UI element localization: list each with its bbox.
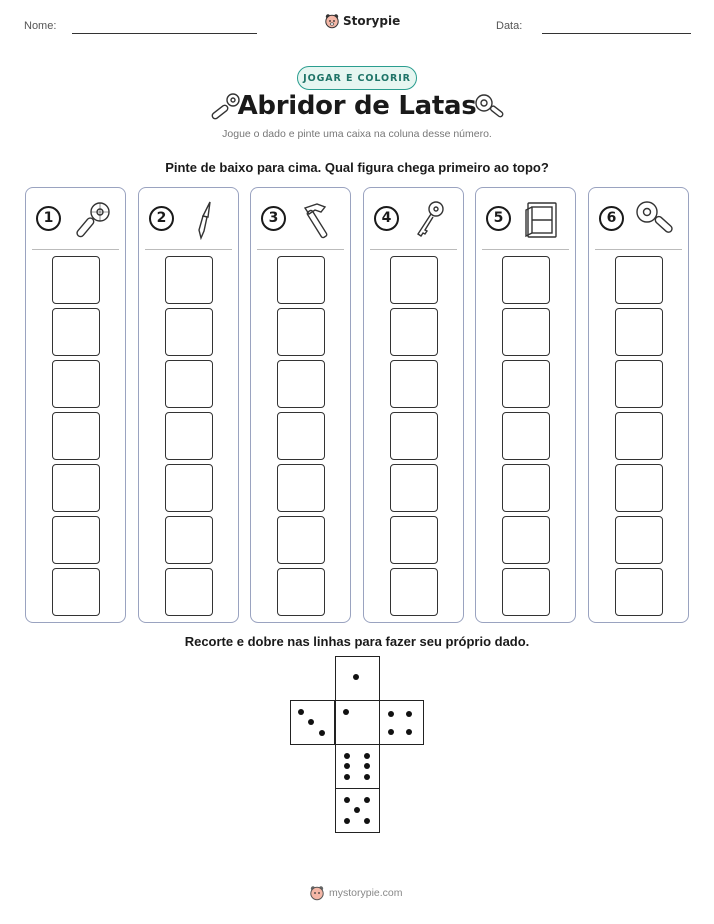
- dice-pip: [344, 818, 350, 824]
- column-divider: [370, 249, 457, 250]
- dice-pip: [319, 730, 325, 736]
- color-box[interactable]: [277, 568, 325, 616]
- number-badge: 1: [36, 206, 61, 231]
- color-box[interactable]: [502, 516, 550, 564]
- color-box[interactable]: [52, 360, 100, 408]
- color-box[interactable]: [615, 464, 663, 512]
- dice-pip: [388, 711, 394, 717]
- color-box[interactable]: [165, 308, 213, 356]
- color-box[interactable]: [502, 308, 550, 356]
- brand-name: Storypie: [343, 14, 401, 28]
- dice-pip: [354, 807, 360, 813]
- dice-pip: [353, 674, 359, 680]
- color-box[interactable]: [502, 360, 550, 408]
- column-header: [36, 200, 116, 240]
- dice-pip: [344, 774, 350, 780]
- color-box[interactable]: [390, 360, 438, 408]
- column-3: [250, 187, 351, 623]
- color-box[interactable]: [52, 568, 100, 616]
- column-header: [599, 200, 679, 240]
- dice-pip: [406, 729, 412, 735]
- color-box[interactable]: [52, 308, 100, 356]
- color-box[interactable]: [390, 256, 438, 304]
- footer: [309, 885, 403, 901]
- color-box[interactable]: [502, 412, 550, 460]
- color-box[interactable]: [277, 516, 325, 564]
- dice-pip: [364, 818, 370, 824]
- date-label: Data:: [496, 20, 523, 32]
- dice-face-1: [335, 656, 380, 701]
- column-header: [486, 200, 566, 240]
- color-box[interactable]: [277, 464, 325, 512]
- storypie-mascot-icon: [324, 13, 340, 29]
- column-5: [475, 187, 576, 623]
- column-divider: [482, 249, 569, 250]
- dice-pip: [364, 763, 370, 769]
- color-box[interactable]: [52, 412, 100, 460]
- color-box[interactable]: [615, 568, 663, 616]
- cabinet-icon: [520, 200, 564, 240]
- color-box[interactable]: [277, 412, 325, 460]
- color-box[interactable]: [52, 464, 100, 512]
- dice-pip: [308, 719, 314, 725]
- dice-pip: [344, 797, 350, 803]
- number-badge: 5: [486, 206, 511, 231]
- page-title: Abridor de Latas: [237, 91, 477, 121]
- key-icon: [408, 200, 452, 240]
- category-badge: JOGAR E COLORIR: [297, 66, 417, 90]
- color-box[interactable]: [165, 464, 213, 512]
- storypie-mascot-icon: [309, 885, 325, 901]
- column-header: [149, 200, 229, 240]
- color-box[interactable]: [277, 360, 325, 408]
- column-divider: [32, 249, 119, 250]
- color-box[interactable]: [615, 308, 663, 356]
- dice-pip: [364, 774, 370, 780]
- color-box[interactable]: [390, 308, 438, 356]
- date-line[interactable]: [542, 33, 691, 34]
- dice-pip: [298, 709, 304, 715]
- color-box[interactable]: [615, 412, 663, 460]
- dice-face-1: [335, 700, 380, 745]
- dice-pip: [343, 709, 349, 715]
- column-6: [588, 187, 689, 623]
- number-badge: 2: [149, 206, 174, 231]
- color-box[interactable]: [165, 256, 213, 304]
- hammer-icon: [295, 200, 339, 240]
- color-box[interactable]: [52, 256, 100, 304]
- color-box[interactable]: [165, 412, 213, 460]
- cut-instruction: Recorte e dobre nas linhas para fazer seu próprio dado.: [184, 634, 530, 649]
- dice-pip: [388, 729, 394, 735]
- color-box[interactable]: [277, 308, 325, 356]
- pizza-cutter-icon: [70, 200, 114, 240]
- color-box[interactable]: [615, 360, 663, 408]
- dice-pip: [364, 753, 370, 759]
- number-badge: 4: [374, 206, 399, 231]
- dice-pip: [406, 711, 412, 717]
- color-box[interactable]: [502, 464, 550, 512]
- subtitle: Jogue o dado e pinte uma caixa na coluna desse número.: [222, 128, 492, 140]
- number-badge: 6: [599, 206, 624, 231]
- color-box[interactable]: [277, 256, 325, 304]
- dice-face-6: [335, 744, 380, 789]
- dice-pip: [344, 753, 350, 759]
- column-divider: [257, 249, 344, 250]
- color-box[interactable]: [502, 568, 550, 616]
- color-box[interactable]: [390, 568, 438, 616]
- game-instruction: Pinte de baixo para cima. Qual figura chega primeiro ao topo?: [165, 160, 549, 175]
- brand-logo: [324, 13, 400, 29]
- color-box[interactable]: [615, 256, 663, 304]
- color-box[interactable]: [615, 516, 663, 564]
- can-opener-icon: [472, 92, 506, 122]
- dice-face-3: [290, 700, 335, 745]
- column-header: [374, 200, 454, 240]
- craft-knife-icon: [183, 200, 227, 240]
- column-2: [138, 187, 239, 623]
- color-box[interactable]: [165, 516, 213, 564]
- column-divider: [595, 249, 682, 250]
- color-box[interactable]: [165, 568, 213, 616]
- column-header: [261, 200, 341, 240]
- dice-face-5: [335, 788, 380, 833]
- color-box[interactable]: [52, 516, 100, 564]
- column-1: [25, 187, 126, 623]
- name-line[interactable]: [72, 33, 257, 34]
- dice-pip: [364, 797, 370, 803]
- color-box[interactable]: [390, 412, 438, 460]
- column-4: [363, 187, 464, 623]
- column-divider: [145, 249, 232, 250]
- dice-pip: [344, 763, 350, 769]
- footer-url[interactable]: mystorypie.com: [329, 887, 403, 899]
- color-box[interactable]: [390, 464, 438, 512]
- name-label: Nome:: [24, 20, 57, 32]
- color-box[interactable]: [390, 516, 438, 564]
- color-box[interactable]: [165, 360, 213, 408]
- can-opener-icon: [633, 200, 677, 240]
- dice-face-4: [379, 700, 424, 745]
- number-badge: 3: [261, 206, 286, 231]
- color-box[interactable]: [502, 256, 550, 304]
